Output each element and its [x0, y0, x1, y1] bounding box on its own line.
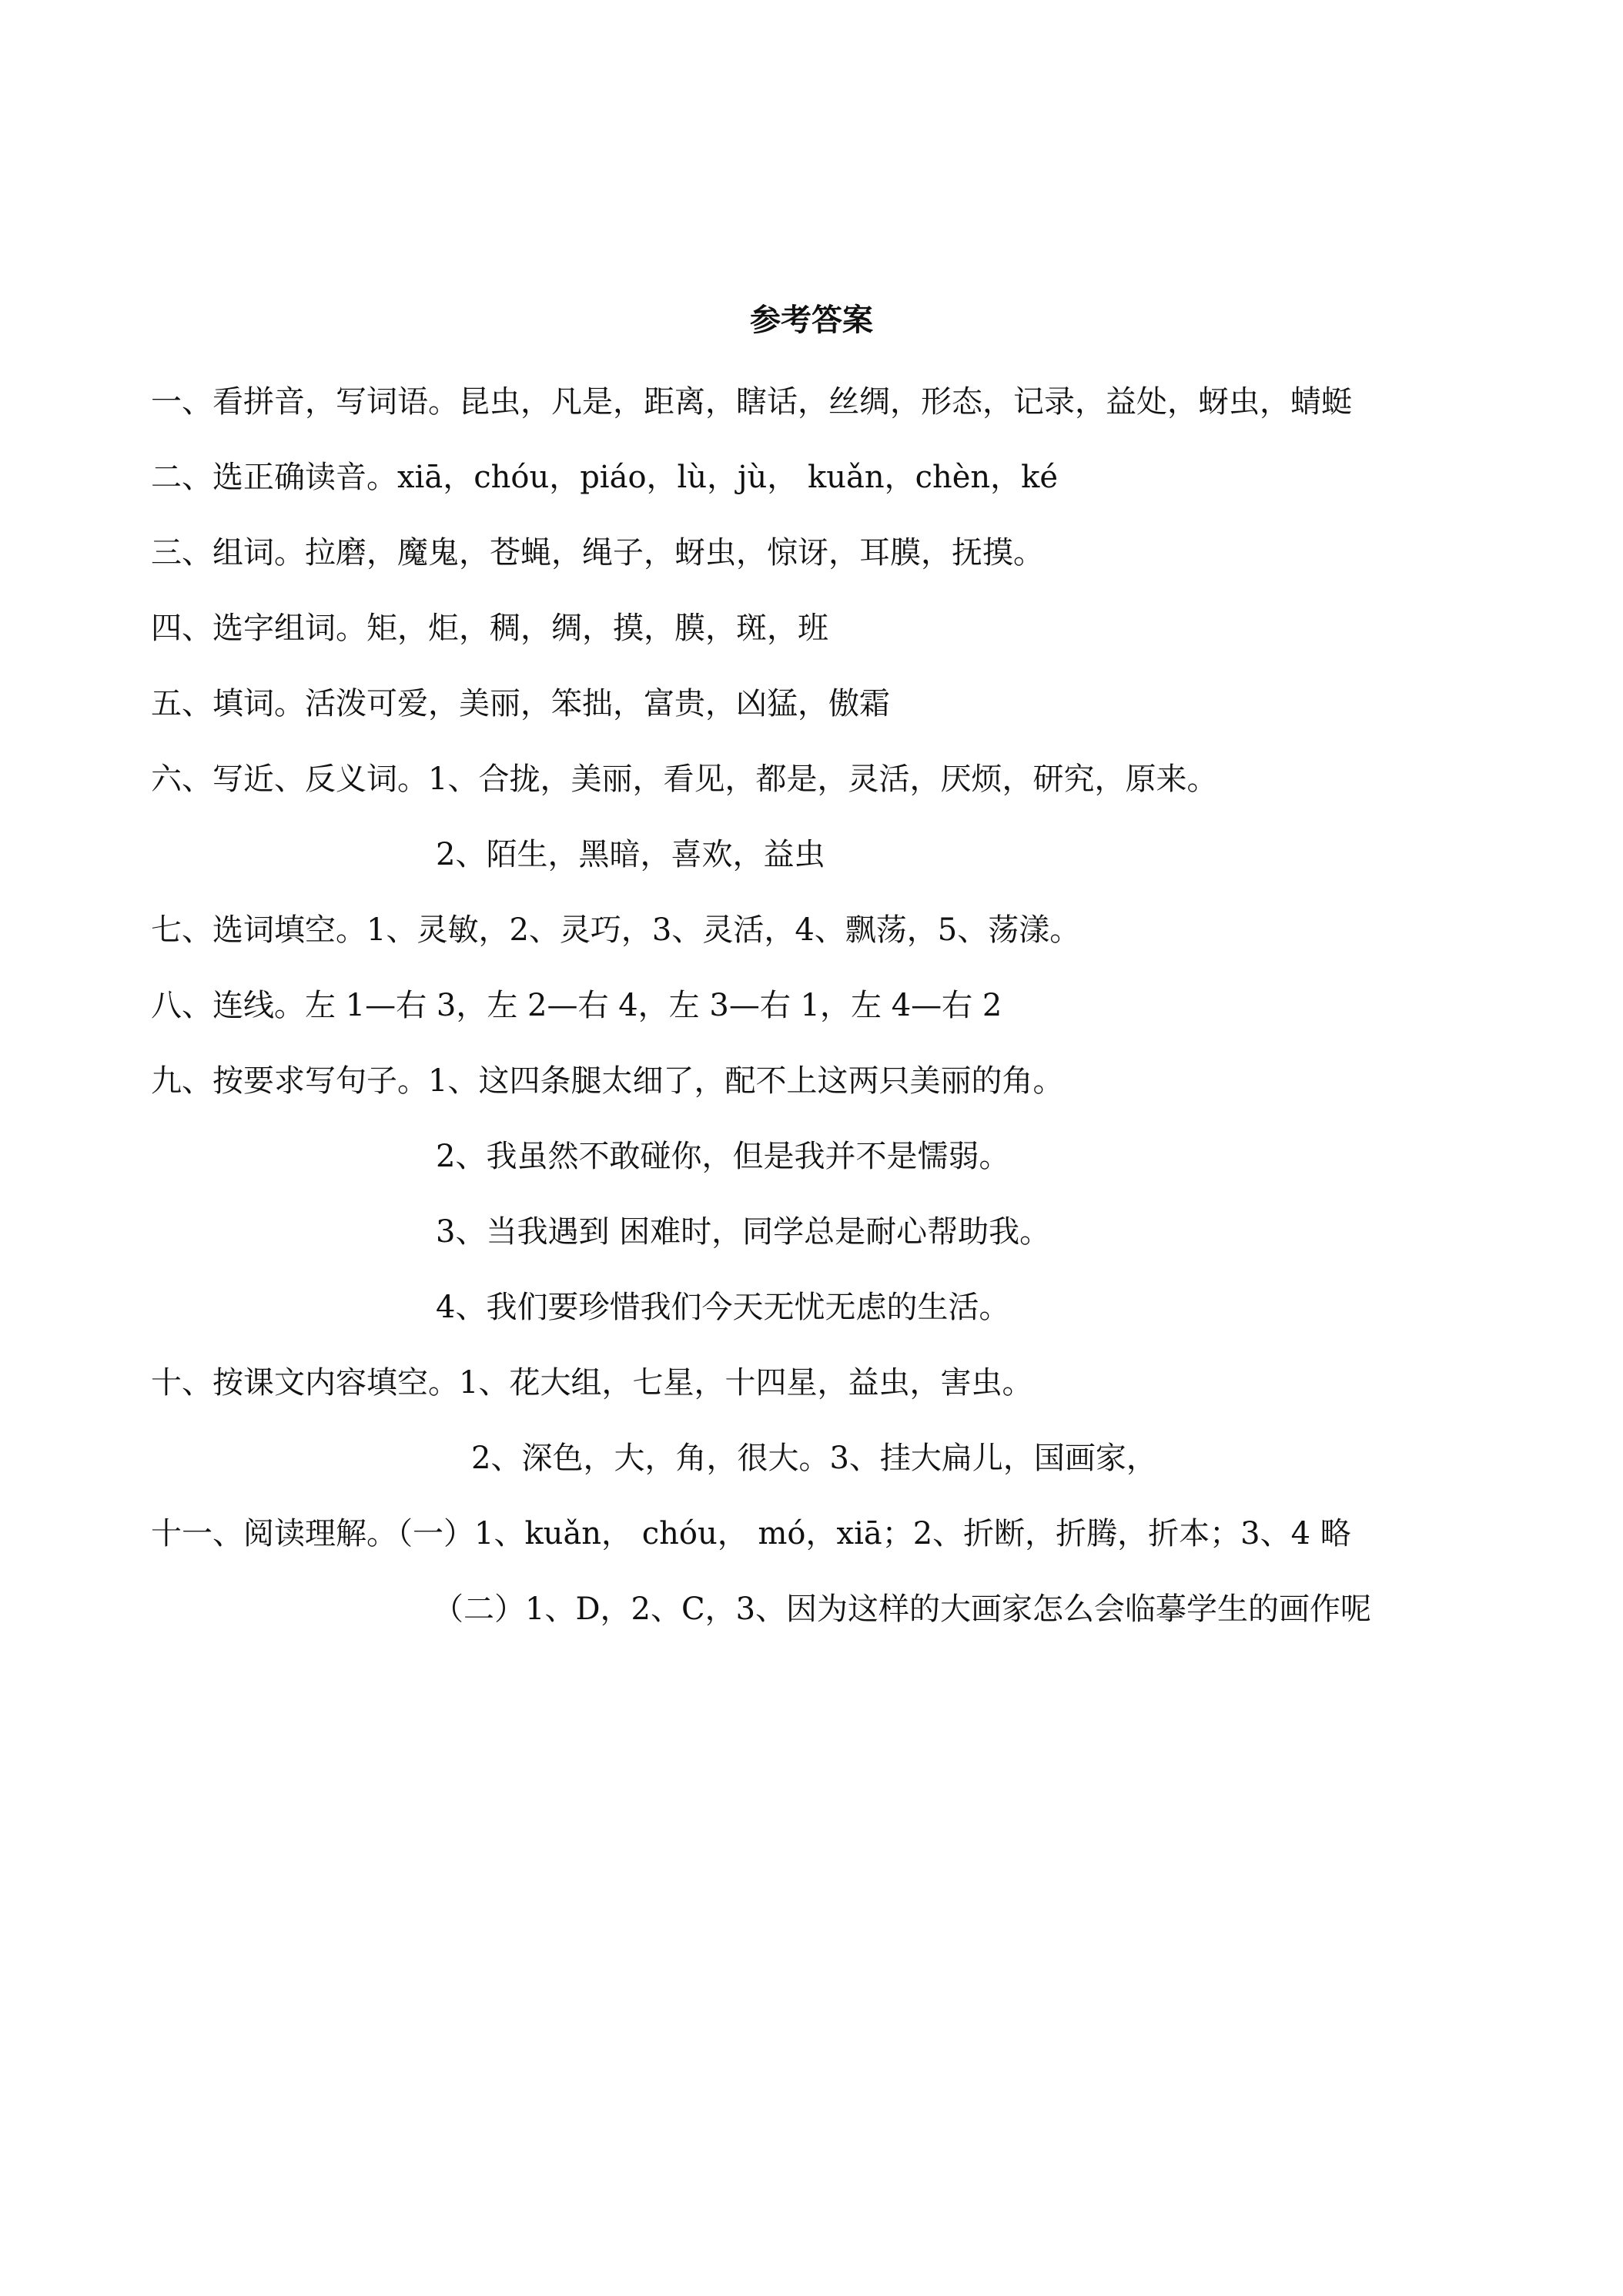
answer-line-9-cont-3: 3、当我遇到 困难时，同学总是耐心帮助我。: [436, 1214, 1051, 1250]
answer-line-7: 七、选词填空。1、灵敏，2、灵巧，3、灵活，4、飘荡，5、荡漾。: [151, 912, 1081, 948]
answer-line-9-cont-2: 2、我虽然不敢碰你，但是我并不是懦弱。: [436, 1139, 1010, 1174]
answer-line-9-cont-4: 4、我们要珍惜我们今天无忧无虑的生活。: [436, 1290, 1010, 1325]
answer-line-2: 二、选正确读音。xiā，chóu，piáo，lù，jù， kuǎn，chèn，ké: [151, 460, 1059, 495]
answer-line-1: 一、看拼音，写词语。昆虫，凡是，距离，瞎话，丝绸，形态，记录，益处，蚜虫，蜻蜓: [151, 384, 1352, 420]
answer-line-5: 五、填词。活泼可爱，美丽，笨拙，富贵，凶猛，傲霜: [151, 686, 890, 721]
answer-line-9: 九、按要求写句子。1、这四条腿太细了，配不上这两只美丽的角。: [151, 1063, 1064, 1099]
answer-line-11: 十一、阅读理解。（一）1、kuǎn， chóu， mó，xiā；2、折断，折腾，折本；3、4 略: [151, 1516, 1351, 1551]
answer-line-10-cont: 2、深色，大，角，很大。3、挂大扁儿，国画家，: [471, 1441, 1157, 1476]
answer-line-3: 三、组词。拉磨，魔鬼，苍蝇，绳子，蚜虫，惊讶，耳膜，抚摸。: [151, 535, 1044, 571]
answer-line-10: 十、按课文内容填空。1、花大组，七星，十四星，益虫，害虫。: [151, 1365, 1033, 1401]
answer-line-6: 六、写近、反义词。1、合拢，美丽，看见，都是，灵活，厌烦，研究，原来。: [151, 761, 1218, 797]
answer-line-11-cont: （二）1、D，2、C，3、因为这样的大画家怎么会临摹学生的画作呢: [433, 1591, 1372, 1627]
answer-line-6-cont: 2、陌生，黑暗，喜欢，益虫: [436, 837, 825, 872]
answer-line-4: 四、选字组词。矩，炬，稠，绸，摸，膜，斑，班: [151, 611, 828, 646]
answer-line-8: 八、连线。左 1—右 3，左 2—右 4，左 3—右 1，左 4—右 2: [151, 988, 1002, 1023]
page-title: 参考答案: [750, 302, 873, 338]
